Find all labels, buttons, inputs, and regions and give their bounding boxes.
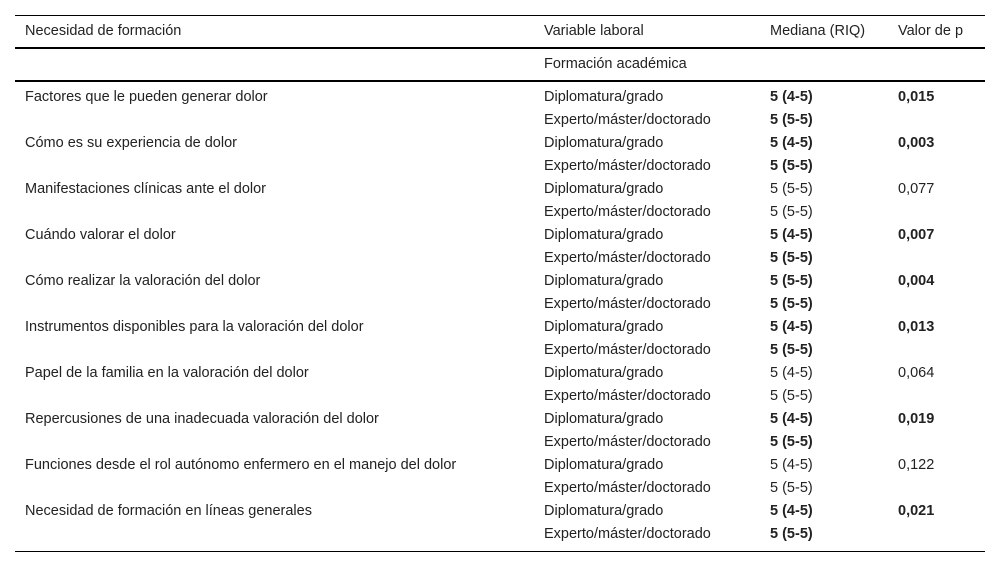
table-row [15, 339, 985, 362]
variable-label: Diplomatura/grado [544, 89, 664, 105]
table-row-group [15, 362, 985, 408]
median-value: 5 (4-5) [770, 457, 813, 473]
median-value: 5 (5-5) [770, 434, 813, 450]
header-variable: Variable laboral [544, 23, 644, 39]
row-item-label: Cómo es su experiencia de dolor [25, 135, 237, 151]
p-value: 0,003 [898, 135, 935, 151]
p-value: 0,013 [898, 319, 935, 335]
p-value: 0,004 [898, 273, 935, 289]
subheader-row [15, 49, 985, 80]
table-row-group [15, 408, 985, 454]
median-value: 5 (4-5) [770, 503, 813, 519]
median-value: 5 (5-5) [770, 204, 813, 220]
table-row [15, 523, 985, 546]
variable-label: Experto/máster/doctorado [544, 342, 711, 358]
table-row-group [15, 454, 985, 500]
row-item-label: Papel de la familia en la valoración del dolor [25, 365, 309, 381]
variable-label: Experto/máster/doctorado [544, 388, 711, 404]
variable-label: Diplomatura/grado [544, 181, 664, 197]
table-row [15, 109, 985, 132]
p-value: 0,019 [898, 411, 935, 427]
table-row [15, 408, 985, 431]
table-row [15, 477, 985, 500]
table-row [15, 385, 985, 408]
table-row [15, 270, 985, 293]
variable-label: Diplomatura/grado [544, 457, 664, 473]
table-row [15, 431, 985, 454]
variable-label: Experto/máster/doctorado [544, 250, 711, 266]
median-value: 5 (4-5) [770, 227, 813, 243]
median-value: 5 (4-5) [770, 411, 813, 427]
table-row [15, 155, 985, 178]
table-row [15, 178, 985, 201]
table-row [15, 247, 985, 270]
row-item-label: Repercusiones de una inadecuada valoración del dolor [25, 411, 379, 427]
table-row [15, 316, 985, 339]
median-value: 5 (5-5) [770, 526, 813, 542]
row-item-label: Cómo realizar la valoración del dolor [25, 273, 261, 289]
p-value: 0,007 [898, 227, 935, 243]
table-body [15, 86, 985, 546]
variable-label: Diplomatura/grado [544, 365, 664, 381]
variable-label: Experto/máster/doctorado [544, 112, 711, 128]
p-value: 0,077 [898, 181, 935, 197]
median-value: 5 (5-5) [770, 296, 813, 312]
median-value: 5 (5-5) [770, 181, 813, 197]
p-value: 0,021 [898, 503, 935, 519]
header-valor-p: Valor de p [898, 23, 964, 39]
median-value: 5 (4-5) [770, 135, 813, 151]
table-row [15, 500, 985, 523]
table-row [15, 86, 985, 109]
table-row [15, 454, 985, 477]
table-bottom-rule [15, 551, 985, 552]
subheader-formacion: Formación académica [544, 56, 687, 72]
variable-label: Experto/máster/doctorado [544, 204, 711, 220]
variable-label: Experto/máster/doctorado [544, 434, 711, 450]
row-item-label: Necesidad de formación en líneas generales [25, 503, 312, 519]
row-item-label: Funciones desde el rol autónomo enfermero en el manejo del dolor [25, 457, 457, 473]
variable-label: Diplomatura/grado [544, 319, 664, 335]
median-value: 5 (4-5) [770, 89, 813, 105]
table-row-group [15, 178, 985, 224]
variable-label: Diplomatura/grado [544, 227, 664, 243]
median-value: 5 (5-5) [770, 158, 813, 174]
table-row [15, 132, 985, 155]
median-value: 5 (5-5) [770, 480, 813, 496]
row-item-label: Cuándo valorar el dolor [25, 227, 176, 243]
row-item-label: Manifestaciones clínicas ante el dolor [25, 181, 266, 197]
table-row [15, 362, 985, 385]
median-value: 5 (5-5) [770, 112, 813, 128]
row-item-label: Instrumentos disponibles para la valoración del dolor [25, 319, 364, 335]
header-necesidad: Necesidad de formación [25, 23, 182, 39]
variable-label: Experto/máster/doctorado [544, 480, 711, 496]
table-row [15, 293, 985, 316]
variable-label: Diplomatura/grado [544, 411, 664, 427]
table-row [15, 201, 985, 224]
variable-label: Diplomatura/grado [544, 273, 664, 289]
median-value: 5 (5-5) [770, 388, 813, 404]
variable-label: Experto/máster/doctorado [544, 526, 711, 542]
table-row-group [15, 316, 985, 362]
header-mediana: Mediana (RIQ) [770, 23, 866, 39]
results-table [15, 15, 985, 552]
median-value: 5 (4-5) [770, 319, 813, 335]
median-value: 5 (5-5) [770, 273, 813, 289]
variable-label: Experto/máster/doctorado [544, 158, 711, 174]
median-value: 5 (5-5) [770, 342, 813, 358]
p-value: 0,015 [898, 89, 935, 105]
table-row-group [15, 270, 985, 316]
row-item-label: Factores que le pueden generar dolor [25, 89, 268, 105]
table-row [15, 224, 985, 247]
median-value: 5 (4-5) [770, 365, 813, 381]
variable-label: Diplomatura/grado [544, 503, 664, 519]
table-row-group [15, 500, 985, 546]
p-value: 0,064 [898, 365, 935, 381]
variable-label: Experto/máster/doctorado [544, 296, 711, 312]
variable-label: Diplomatura/grado [544, 135, 664, 151]
p-value: 0,122 [898, 457, 935, 473]
table-row-group [15, 224, 985, 270]
table-header-row [15, 16, 985, 47]
table-row-group [15, 132, 985, 178]
table-row-group [15, 86, 985, 132]
median-value: 5 (5-5) [770, 250, 813, 266]
